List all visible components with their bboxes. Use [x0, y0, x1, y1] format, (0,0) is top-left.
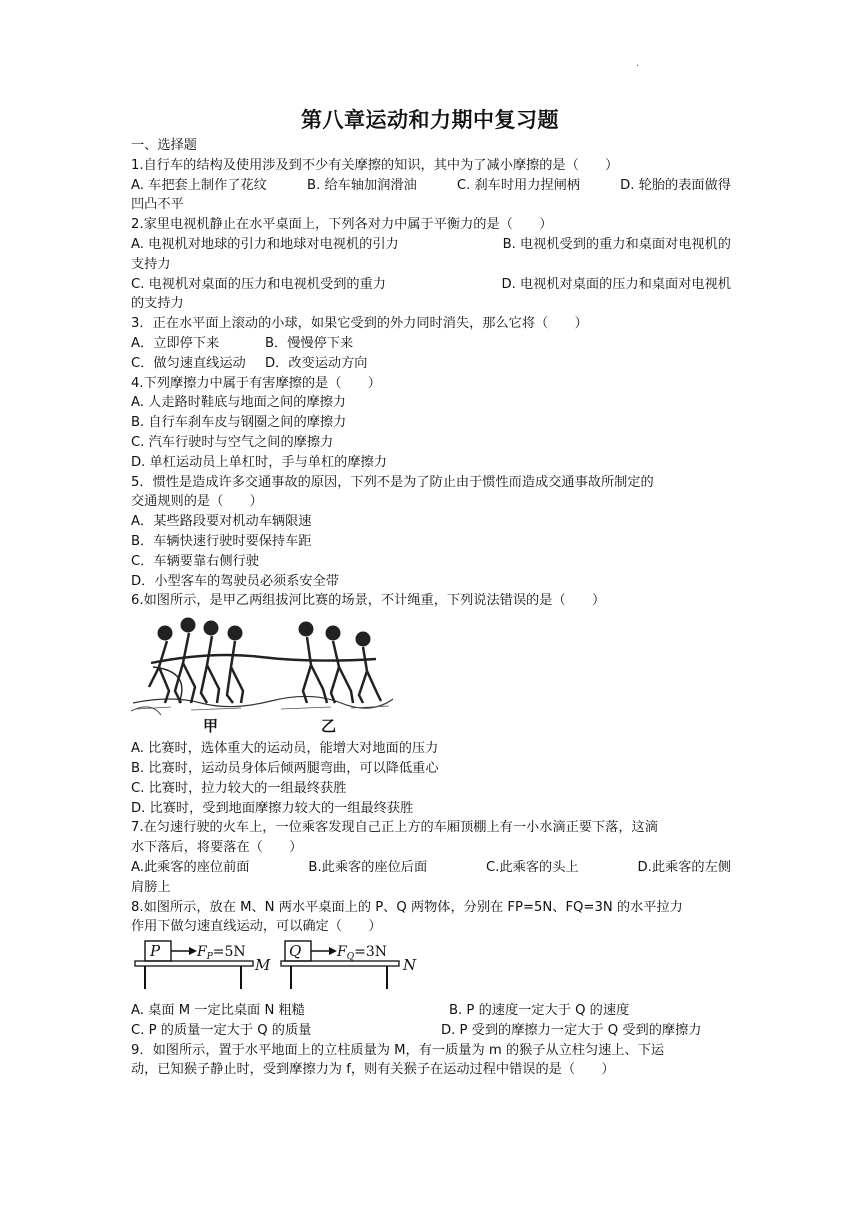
q7-option-d-cont: 肩膀上 [131, 879, 171, 895]
q1-stem: 1.自行车的结构及使用涉及到不少有关摩擦的知识，其中为了减小摩擦的是（ ） [131, 157, 619, 173]
q8-option-a: A. 桌面 M 一定比桌面 N 粗糙 [131, 1003, 305, 1019]
question-5 [131, 473, 731, 592]
fig-fp-value: =5N [212, 944, 246, 961]
q2-option-b-cont: 支持力 [131, 256, 171, 272]
q4-option-d: D. 单杠运动员上单杠时，手与单杠的摩擦力 [131, 454, 387, 470]
question-list [131, 136, 731, 1080]
fig-table-n: N [403, 956, 417, 975]
tug-of-war-figure [131, 611, 411, 739]
q5-option-b: B．车辆快速行驶时要保持车距 [131, 533, 312, 549]
q2-options-cd [131, 275, 731, 295]
q8-option-d: D. P 受到的摩擦力一定大于 Q 受到的摩擦力 [441, 1022, 702, 1038]
q8-options-cd [131, 1021, 731, 1041]
q6-option-a: A. 比赛时，选体重大的运动员，能增大对地面的压力 [131, 741, 439, 757]
q5-option-a: A．某些路段要对机动车辆限速 [131, 514, 312, 530]
q3-options-ab [131, 334, 731, 354]
q6-option-c: C. 比赛时，拉力较大的一组最终获胜 [131, 780, 347, 796]
page-title: 第八章运动和力期中复习题 [301, 108, 559, 132]
q1-option-d-cont: 凹凸不平 [131, 197, 184, 213]
q4-option-a: A. 人走路时鞋底与地面之间的摩擦力 [131, 395, 346, 411]
fig-block-q: Q [289, 942, 302, 961]
q3-stem: 3．正在水平面上滚动的小球，如果它受到的外力同时消失，那么它将（ ） [131, 316, 588, 332]
q9-stem: 9．如图所示，置于水平地面上的立柱质量为 M，有一质量为 m 的猴子从立柱匀速上、下运 [131, 1042, 665, 1058]
q8-stem-cont: 作用下做匀速直线运动，可以确定（ ） [131, 919, 382, 935]
q7-option-a: A.此乘客的座位前面 [131, 859, 250, 875]
label-yi: 乙 [321, 717, 337, 736]
q6-option-d: D. 比赛时，受到地面摩擦力较大的一组最终获胜 [131, 800, 414, 816]
svg-text:FQ=3N [336, 944, 387, 962]
q2-option-b: B. 电视机受到的重力和桌面对电视机的 [502, 236, 731, 252]
question-9 [131, 1041, 731, 1081]
question-8 [131, 898, 731, 1041]
q7-stem: 7.在匀速行驶的火车上，一位乘客发现自己正上方的车厢顶棚上有一小水滴正要下落，这滴 [131, 820, 658, 836]
q3-options-cd [131, 354, 731, 374]
q1-option-a: A. 车把套上制作了花纹 [131, 177, 267, 193]
q4-option-c: C. 汽车行驶时与空气之间的摩擦力 [131, 434, 334, 450]
section-heading: 一、选择题 [131, 138, 197, 153]
svg-text:FP=5N [196, 944, 246, 962]
q7-options [131, 858, 731, 878]
header-dot: . [636, 58, 640, 69]
q2-options-ab [131, 235, 731, 255]
q2-option-d-cont: 的支持力 [131, 296, 184, 312]
fig-fp-sub: P [206, 952, 213, 963]
q3-option-d: D．改变运动方向 [265, 355, 368, 371]
question-2 [131, 215, 731, 314]
q6-option-b: B. 比赛时，运动员身体后倾两腿弯曲，可以降低重心 [131, 760, 439, 776]
question-6 [131, 591, 731, 818]
q1-option-d: D. 轮胎的表面做得 [620, 177, 731, 193]
question-3 [131, 314, 731, 373]
fig-fq-letter: F [337, 944, 347, 961]
q7-option-d: D.此乘客的左侧 [637, 859, 731, 875]
q2-stem: 2.家里电视机静止在水平桌面上，下列各对力中属于平衡力的是（ ） [131, 217, 553, 233]
q3-option-b: B．慢慢停下来 [265, 335, 354, 351]
q9-stem-cont: 动，已知猴子静止时，受到摩擦力为 f，则有关猴子在运动过程中错误的是（ ） [131, 1062, 615, 1078]
fig-fp-letter: F [197, 944, 207, 961]
q4-stem: 4.下列摩擦力中属于有害摩擦的是（ ） [131, 375, 381, 391]
q8-option-c: C. P 的质量一定大于 Q 的质量 [131, 1022, 312, 1038]
q7-option-b: B.此乘客的座位后面 [308, 859, 428, 875]
q2-option-c: C. 电视机对桌面的压力和电视机受到的重力 [131, 276, 386, 292]
fig-table-m: M [255, 956, 271, 975]
q8-stem: 8.如图所示，放在 M、N 两水平桌面上的 P、Q 两物体，分别在 FP=5N、FQ=3N 的水平拉力 [131, 899, 683, 915]
fig-block-p: P [150, 942, 161, 961]
q7-stem-cont: 水下落后，将要落在（ ） [131, 840, 303, 856]
fig-fq-sub: Q [346, 952, 355, 963]
q3-option-a: A．立即停下来 [131, 335, 220, 351]
label-jia: 甲 [203, 717, 219, 736]
q7-option-c: C.此乘客的头上 [486, 859, 579, 875]
q2-option-d: D. 电视机对桌面的压力和桌面对电视机 [501, 276, 731, 292]
question-1 [131, 156, 731, 215]
q2-option-a: A. 电视机对地球的引力和地球对电视机的引力 [131, 236, 399, 252]
q4-option-b: B. 自行车刹车皮与钢圈之间的摩擦力 [131, 415, 347, 431]
q5-stem: 5．惯性是造成许多交通事故的原因，下列不是为了防止由于惯性而造成交通事故所制定的 [131, 474, 654, 490]
q1-option-c: C. 刹车时用力捏闸柄 [456, 177, 580, 193]
q1-option-b: B. 给车轴加润滑油 [307, 177, 417, 193]
fig-fq-value: =3N [354, 944, 387, 961]
question-7 [131, 818, 731, 897]
q1-options [131, 176, 731, 196]
q6-stem: 6.如图所示，是甲乙两组拔河比赛的场景，不计绳重，下列说法错误的是（ ） [131, 593, 606, 609]
q8-options-ab [131, 1001, 731, 1021]
q3-option-c: C．做匀速直线运动 [131, 355, 246, 371]
tables-figure [131, 937, 421, 1001]
q5-stem-cont: 交通规则的是（ ） [131, 494, 263, 510]
q5-option-d: D．小型客车的驾驶员必须系安全带 [131, 573, 339, 589]
question-4 [131, 374, 731, 473]
q8-option-b: B. P 的速度一定大于 Q 的速度 [449, 1003, 630, 1019]
q5-option-c: C．车辆要靠右侧行驶 [131, 553, 259, 569]
